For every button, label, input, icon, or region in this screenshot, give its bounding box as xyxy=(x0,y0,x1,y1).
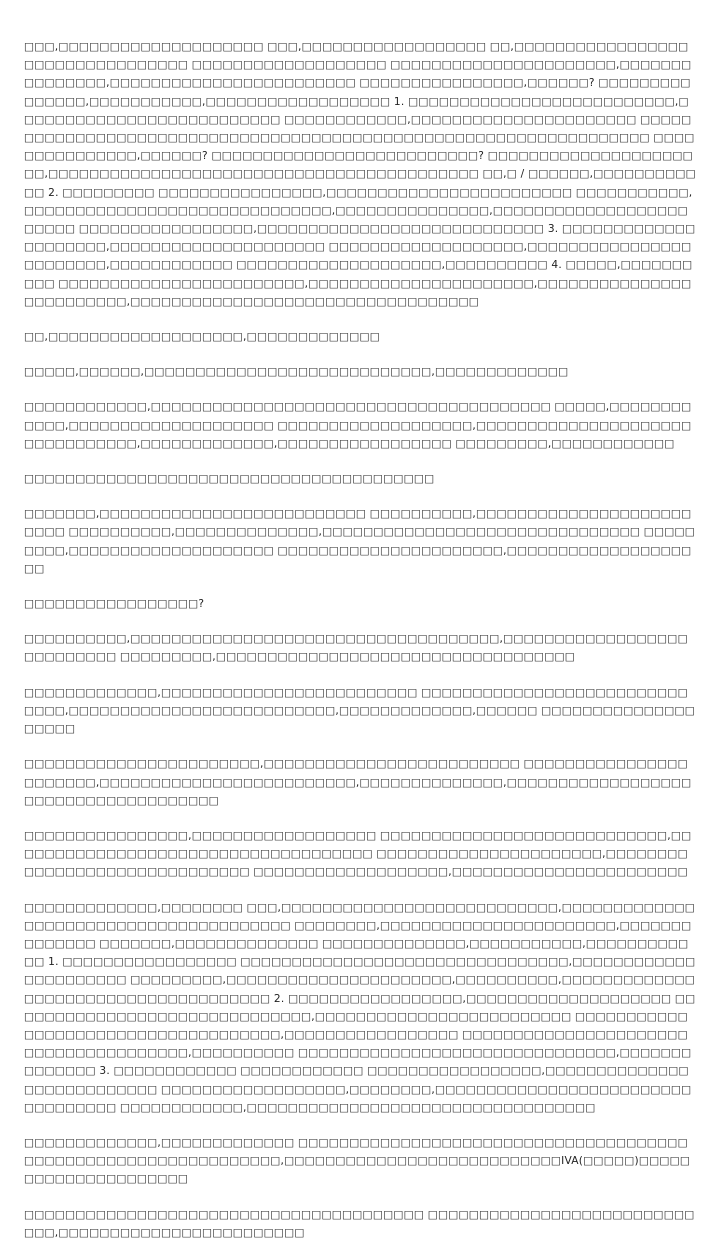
paragraph-3: □□□□□,□□□□□□,□□□□□□□□□□□□□□□□□□□□□□□□□□□□,□□□□□□□□□□□□□ xyxy=(24,366,569,379)
paragraph-1: □□□,□□□□□□□□□□□□□□□□□□□□ □□□,□□□□□□□□□□□□□□□□□□ □□,□□□□□□□□□□□□□□□□□□□□□□□□□□□□□□□□□ □□□□□□□□□□□□□□□□□□□ □□□□□□□□□□□□□□□□□□□□□□,□□□□□□□□□□□□□□□,□□□□□□□□□□□□□□□□□□□□□□□□ □□□□□□□□□□□□□□□□,□□□□□□? □□□□□□□□□□□□□□□,□□□□□□□□□□□,□□□□□□□□□□□□□□□□□□ 1. □□□□□□□□□□□□□□□□□□□□□□□□□□,□□□□□□□□□□□□□□□□□□□□□□□□□□ □□□□□□□□□□□□,□□□□□□□□□□□□□□□□□□□□□□ □□□□□□□□□□□□□□□□□□□□□□□□□□□□□□□□□□□□□□□□□□□□□□□□□□□□□□□□□□□□□□□□□□ □□□□□□□□□□□□□□□,□□□□□□? □□□□□□□□□□□□□□□□□□□□□□□□□□? □□□□□□□□□□□□□□□□□□□□□□,□□□□□□□□□□□□□□□□□□□□□□□□□□□□□□□□□□□□□□□□□□ □□,□ / □□□□□□,□□□□□□□□□□□□ 2. □□□□□□□□□ □□□□□□□□□□□□□□□□,□□□□□□□□□□□□□□□□□□□□□□□□ □□□□□□□□□□□,□□□□□□□□□□□□□□□□□□□□□□□□□□□□□□,□□□□□□□□□□□□□□□,□□□□□□□□□□□□□□□□□□□□□□□□ □□□□□□□□□□□□□□□□□,□□□□□□□□□□□□□□□□□□□□□□□□□□□□ 3. □□□□□□□□□□□□□□□□□□□□□,□□□□□□□□□□□□□□□□□□□□□ □□□□□□□□□□□□□□□□□□□,□□□□□□□□□□□□□□□□□□□□□□□□,□□□□□□□□□□□□ □□□□□□□□□□□□□□□□□□□□,□□□□□□□□□□ 4. □□□□□,□□□□□□□□□□ □□□□□□□□□□□□□□□□□□□□□□□□,□□□□□□□□□□□□□□□□□□□□□□,□□□□□□□□□□□□□□□□□□□□□□□□□,□□□□□□□□□□□□□□□□□□□□□□□□□□□□□□□□□□ xyxy=(24,41,696,308)
paragraph-14: □□□□□□□□□□□□□□□□□□□□□□□□□□□□□□□□□□□□□□□ □□□□□□□□□□□□□□□□□□□□□□□□□□□□□,□□□□□□□□□□□□□□□□□□□□□□□□ xyxy=(24,1208,695,1239)
paragraph-13: □□□□□□□□□□□□□,□□□□□□□□□□□□□ □□□□□□□□□□□□□□□□□□□□□□□□□□□□□□□□□□□□□□ □□□□□□□□□□□□□□□□□□□□□□□□□,□□□□□□□□□□□□□□□□□□□□□□□□□□□IVA(□□□□□)□□□□□□□□□□□□□□□□□□□□□ xyxy=(24,1136,691,1186)
paragraph-6: □□□□□□□,□□□□□□□□□□□□□□□□□□□□□□□□□□ □□□□□□□□□□,□□□□□□□□□□□□□□□□□□□□□□□□□ □□□□□□□□□□,□□□□□□□□□□□□□□,□□□□□□□□□□□□□□□□□□□□□□□□□□□□□□□ □□□□□□□□□,□□□□□□□□□□□□□□□□□□□□ □□□□□□□□□□□□□□□□□□□□□□,□□□□□□□□□□□□□□□□□□□□ xyxy=(24,508,696,575)
paragraph-4: □□□□□□□□□□□□,□□□□□□□□□□□□□□□□□□□□□□□□□□□□□□□□□□□□□□□ □□□□□,□□□□□□□□□□□□,□□□□□□□□□□□□□□□□□□□□ □□□□□□□□□□□□□□□□□□□,□□□□□□□□□□□□□□□□□□□□□□□□□□□□□□□□,□□□□□□□□□□□□□,□□□□□□□□□□□□□□□□□ □□□□□□□□□,□□□□□□□□□□□□ xyxy=(24,401,692,450)
paragraph-12: □□□□□□□□□□□□□,□□□□□□□□ □□□,□□□□□□□□□□□□□□□□□□□□□□□□□□□,□□□□□□□□□□□□□□□□□□□□□□□□□□□□□□□□□□□□□□□ □□□□□□□□,□□□□□□□□□□□□□□□□□□□□□□□,□□□□□□□□□□□□□□ □□□□□□□,□□□□□□□□□□□□□□ □□□□□□□□□□□□□□,□□□□□□□□□□□,□□□□□□□□□□□□ 1. □□□□□□□□□□□□□□□□□ □□□□□□□□□□□□□□□□□□□□□□□□□□□□□□□□,□□□□□□□□□□□□□□□□□□□□□□ □□□□□□□□□,□□□□□□□□□□□□□□□□□□□□□□,□□□□□□□□□□,□□□□□□□□□□□□□□□□□□□□□□□□□□□□□□□□□□□□□ 2. □□□□□□□□□□□□□□□□□,□□□□□□□□□□□□□□□□□□□□ □□□□□□□□□□□□□□□□□□□□□□□□□□□□□□,□□□□□□□□□□□□□□□□□□□□□□□□□ □□□□□□□□□□□□□□□□□□□□□□□□□□□□□□□□□□□□,□□□□□□□□□□□□□□□□□ □□□□□□□□□□□□□□□□□□□□□□□□□□□□□□□□□□□□□□,□□□□□□□□□□ □□□□□□□□□□□□□□□□□□□□□□□□□□□□□□□,□□□□□□□□□□□□□□ 3. □□□□□□□□□□□□ □□□□□□□□□□□□ □□□□□□□□□□□□□□□□□,□□□□□□□□□□□□□□□□□□□□□□□□□□□ □□□□□□□□□□□□□□□□□□,□□□□□□□□,□□□□□□□□□□□□□□□□□□□□□□□□□□□□□□□□□□ □□□□□□□□□□□□,□□□□□□□□□□□□□□□□□□□□□□□□□□□□□□□□□□ xyxy=(24,901,696,1114)
paragraph-9: □□□□□□□□□□□□□,□□□□□□□□□□□□□□□□□□□□□□□□□ □□□□□□□□□□□□□□□□□□□□□□□□□□□□□□,□□□□□□□□□□□□□□□□□□□□□□□□□□,□□□□□□□□□□□□□,□□□□□□ □□□□□□□□□□□□□□□□□□□□ xyxy=(24,686,696,736)
paragraph-2: □□,□□□□□□□□□□□□□□□□□□□,□□□□□□□□□□□□□ xyxy=(24,331,381,344)
document-body xyxy=(24,38,696,1259)
paragraph-10: □□□□□□□□□□□□□□□□□□□□□□□,□□□□□□□□□□□□□□□□□□□□□□□□□ □□□□□□□□□□□□□□□□□□□□□□□,□□□□□□□□□□□□□□□□□□□□□□□□□,□□□□□□□□□□□□□□,□□□□□□□□□□□□□□□□□□□□□□□□□□□□□□□□□□□□□ xyxy=(24,758,692,807)
paragraph-8: □□□□□□□□□□,□□□□□□□□□□□□□□□□□□□□□□□□□□□□□□□□□□□□,□□□□□□□□□□□□□□□□□□□□□□□□□□□ □□□□□□□□□,□□□□□□□□□□□□□□□□□□□□□□□□□□□□□□□□□□□ xyxy=(24,633,688,664)
paragraph-11: □□□□□□□□□□□□□□□□,□□□□□□□□□□□□□□□□□□ □□□□□□□□□□□□□□□□□□□□□□□□□□□□,□□□□□□□□□□□□□□□□□□□□□□□□□□□□□□□□□□□□ □□□□□□□□□□□□□□□□□□□□□□,□□□□□□□□□□□□□□□□□□□□□□□□□□□□□□ □□□□□□□□□□□□□□□□□□□,□□□□□□□□□□□□□□□□□□□□□□□ xyxy=(24,829,692,879)
paragraph-5: □□□□□□□□□□□□□□□□□□□□□□□□□□□□□□□□□□□□□□□□ xyxy=(24,473,435,486)
paragraph-7: □□□□□□□□□□□□□□□□□? xyxy=(24,598,205,611)
